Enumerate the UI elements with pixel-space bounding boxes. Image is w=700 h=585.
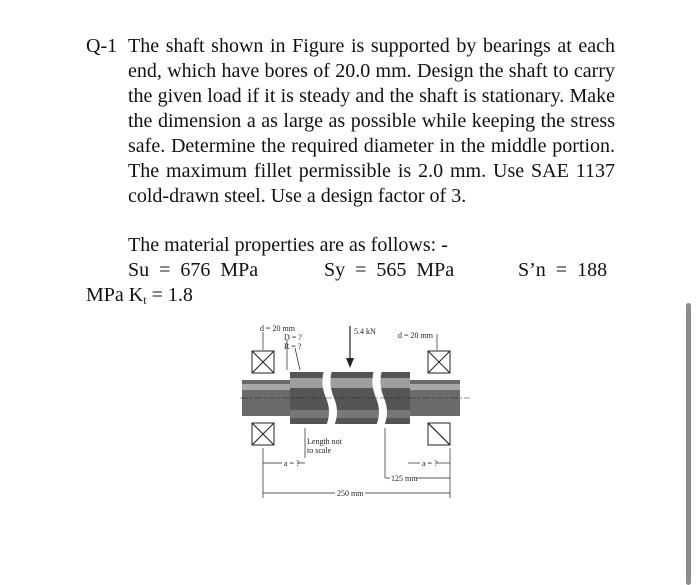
label-load: 5.4 kN (354, 327, 376, 336)
property-yield-strength: Sy = 565 MPa (324, 259, 455, 281)
label-R: R = ? (284, 342, 302, 351)
label-a-right: a = ? (422, 459, 438, 468)
kt-symbol: K (128, 284, 144, 306)
property-endurance-strength: S’n = 188 (518, 259, 608, 281)
kt-value: = 1.8 (151, 284, 193, 306)
endurance-unit: MPa (86, 284, 124, 306)
shaft-figure (240, 318, 470, 504)
label-d-left: d = 20 mm (260, 324, 295, 333)
label-d-right: d = 20 mm (398, 331, 433, 340)
properties-intro: The material properties are as follows: - (128, 234, 448, 256)
label-D: D = ? (284, 333, 302, 342)
label-not-to-scale-2: to scale (307, 446, 332, 455)
question-text: The shaft shown in Figure is supported by bearings at each end, which have bores of 20.0 mm. Design the shaft to carry the given load if it is steady and the shaft is stationary. Make the dimension a as large as possible while keeping the stress safe. Determine the required diameter in the middle portion. The maximum fillet permissible is 2.0 mm. Use SAE 1137 cold-drawn steel. Use a design factor of 3. (128, 35, 615, 207)
question-number: Q-1 (86, 35, 118, 57)
label-not-to-scale-1: Length not (307, 437, 342, 446)
units-and-kt-line (86, 283, 193, 313)
label-125mm: 125 mm (391, 474, 418, 483)
vertical-scrollbar[interactable] (686, 303, 691, 585)
label-a-left: a = ? (284, 459, 300, 468)
property-ultimate-strength: Su = 676 MPa (128, 259, 259, 281)
label-250mm: 250 mm (337, 489, 364, 498)
load-arrow (346, 326, 354, 368)
kt-subscript: t (143, 293, 147, 307)
